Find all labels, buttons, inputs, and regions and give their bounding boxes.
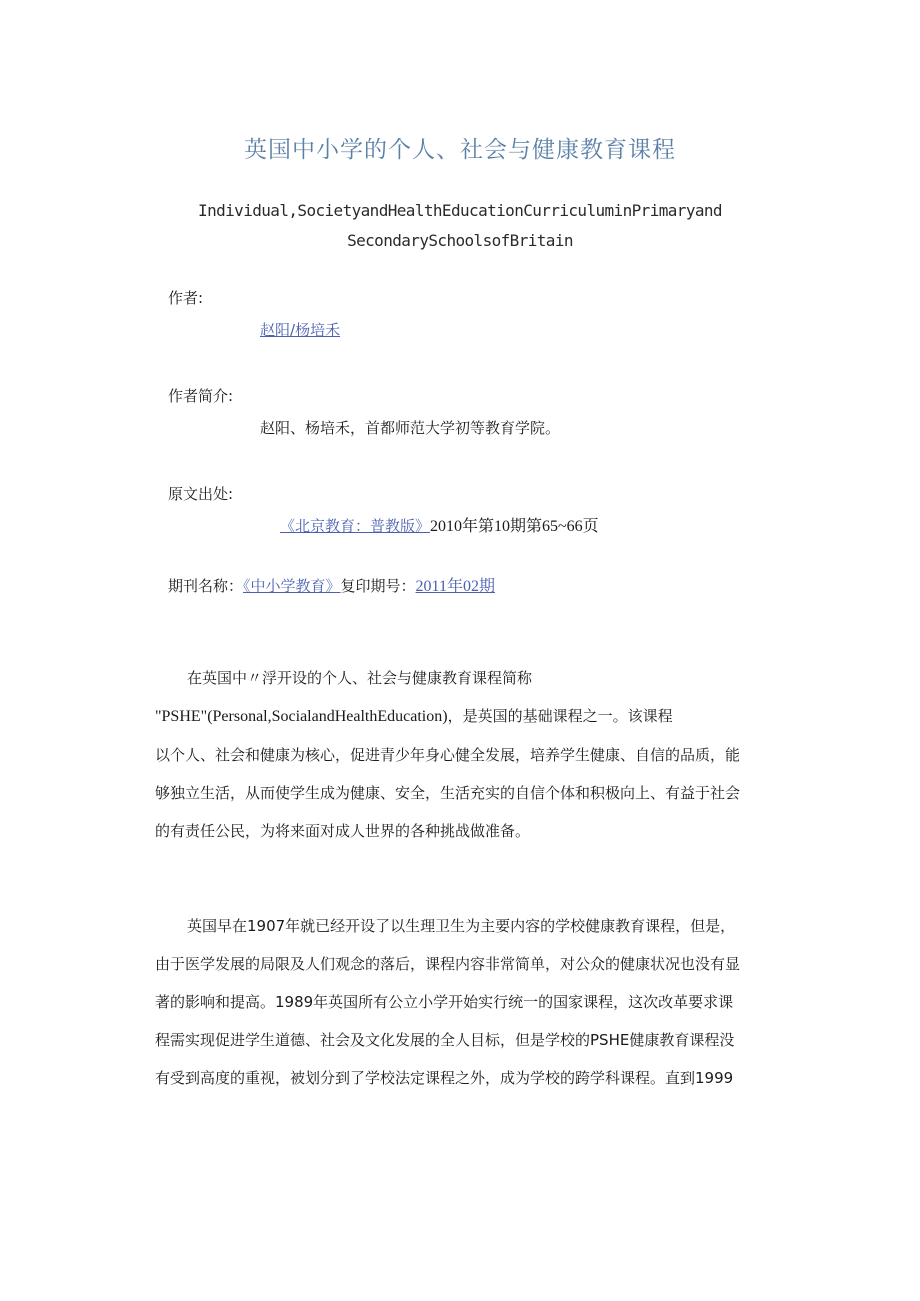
pshe-definition: "PSHE"(Personal,SocialandHealthEducation) [155,708,448,725]
english-title-line-2: SecondarySchoolsofBritain [347,231,573,250]
source-label: 原文出处: [168,485,234,503]
paragraph-2-line-3: 著的影响和提高。1989年英国所有公立小学开始实行统一的国家课程，这次改革要求课 [155,993,734,1011]
paragraph-1-line-2-text: ，是英国的基础课程之一。该课程 [447,707,673,725]
paragraph-1-line-3: 以个人、社会和健康为核心，促进青少年身心健全发展，培养学生健康、自信的品质，能 [155,746,741,764]
author-separator: / [290,321,296,339]
paragraph-2-line-2: 由于医学发展的局限及人们观念的落后，课程内容非常简单，对公众的健康状况也没有显 [155,955,741,973]
source-line [280,513,599,536]
paragraph-1-line-1: 在英国中〃浮开设的个人、社会与健康教育课程简称 [187,669,533,687]
source-issue-text: 2010年第10期第65~66页 [430,518,599,535]
journal-link[interactable]: 《中小学教育》 [243,577,341,595]
author-link-zhao-yang[interactable]: 赵阳 [260,321,291,339]
paragraph-2-line-5: 有受到高度的重视，被划分到了学校法定课程之外，成为学校的跨学科课程。直到1999 [155,1069,734,1087]
paragraph-2-line-4: 程需实现促进学生道德、社会及文化发展的全人目标，但是学校的PSHE健康教育课程没 [155,1031,735,1049]
paragraph-1-line-2 [155,697,760,736]
author-link-yang-peihe[interactable]: 杨培禾 [295,321,341,339]
author-bio-text: 赵阳、杨培禾，首都师范大学初等教育学院。 [260,419,561,437]
paragraph-2 [155,907,760,1097]
author-bio-label: 作者简介: [168,387,234,405]
article-title: 英国中小学的个人、社会与健康教育课程 [244,137,676,163]
paragraph-2-line-1: 英国早在1907年就已经开设了以生理卫生为主要内容的学校健康教育课程，但是， [187,917,736,935]
journal-line [168,573,495,596]
english-title [150,196,770,256]
journal-label: 期刊名称： [168,577,244,595]
author-list [260,319,340,340]
paragraph-1-line-5: 的有责任公民，为将来面对成人世界的各种挑战做准备。 [155,822,531,840]
paragraph-1 [155,659,760,850]
reprint-label: 复印期号： [340,577,416,595]
paragraph-1-line-4: 够独立生活，从而使学生成为健康、安全，生活充实的自信个体和积极向上、有益于社会 [155,784,741,802]
reprint-issue-link[interactable]: 2011年02期 [415,578,495,595]
english-title-line-1: Individual,SocietyandHealthEducationCurriculuminPrimaryand [198,201,722,220]
author-label: 作者: [168,289,204,307]
source-journal-link[interactable]: 《北京教育：普教版》 [280,517,431,535]
